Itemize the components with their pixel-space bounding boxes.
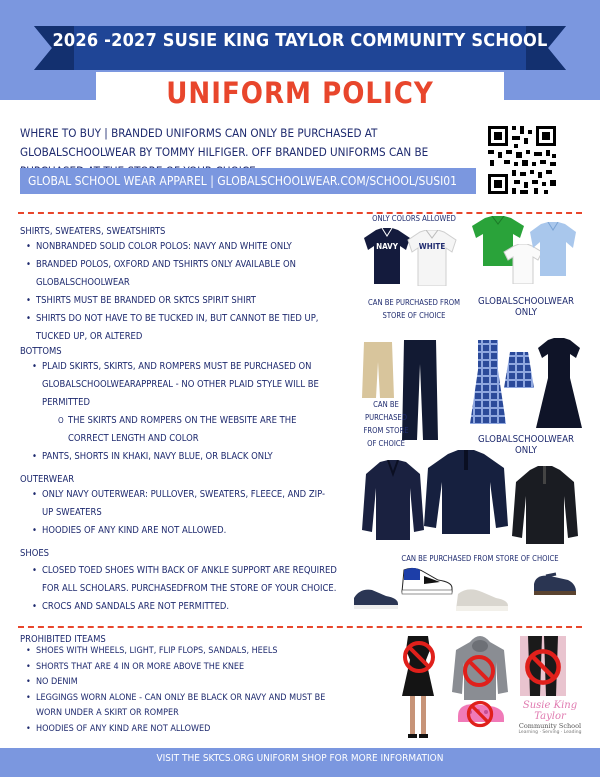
prohibited-heading: PROHIBITED ITEAMS bbox=[20, 634, 106, 645]
bottoms-heading: BOTTOMS bbox=[20, 346, 62, 357]
bottoms-list bbox=[32, 358, 336, 466]
gsw-only-caption-bottoms: GLOBALSCHOOLWEAR ONLY bbox=[478, 434, 574, 456]
list-item: • SHOES WITH WHEELS, LIGHT, FLIP FLOPS, SANDALS, HEELS bbox=[26, 644, 348, 660]
apparel-link-bar[interactable]: GLOBAL SCHOOL WEAR APPAREL | GLOBALSCHOOLWEAR.COM/SCHOOL/SUSI01 bbox=[20, 168, 476, 194]
only-colors-caption: ONLY COLORS ALLOWED bbox=[372, 214, 456, 223]
list-item: • SHIRTS DO NOT HAVE TO BE TUCKED IN, BUT CANNOT BE TIED UP, TUCKED UP, OR ALTERED bbox=[26, 310, 348, 346]
gsw-only-caption-shirts: GLOBALSCHOOLWEAR ONLY bbox=[478, 296, 574, 318]
list-item: • HOODIES OF ANY KIND ARE NOT ALLOWED bbox=[26, 722, 348, 738]
where-to-buy-text: WHERE TO BUY | BRANDED UNIFORMS CAN ONLY BE PURCHASED AT GLOBALSCHOOLWEAR BY TOMMY HILFIGER. OFF BRANDED UNIFORMS CAN BE bbox=[20, 126, 429, 159]
navy-sweater-image bbox=[362, 460, 424, 544]
list-item: • LEGGINGS WORN ALONE - CAN ONLY BE BLACK OR NAVY AND MUST BE WORN UNDER A SKIRT OR ROMPER bbox=[26, 691, 348, 722]
grey-running-shoe-image bbox=[454, 586, 510, 616]
prohibited-icon bbox=[466, 700, 494, 732]
navy-polo-image bbox=[362, 228, 412, 288]
shirts-heading: SHIRTS, SWEATERS, SWEATSHIRTS bbox=[20, 226, 166, 237]
school-signature-logo bbox=[508, 700, 592, 735]
jordan-sneaker-image bbox=[398, 566, 454, 600]
blue-oxford-image bbox=[528, 222, 578, 280]
signature-line3: Learning · Serving · Leading bbox=[518, 730, 582, 735]
mary-jane-shoe-image bbox=[530, 570, 578, 602]
black-fleece-image bbox=[512, 466, 578, 548]
store-choice-caption-shirts: CAN BE PURCHASED FROM STORE OF CHOICE bbox=[368, 298, 460, 320]
list-item: • BRANDED POLOS, OXFORD AND TSHIRTS ONLY AVAILABLE ON GLOBALSCHOOLWEAR bbox=[26, 256, 348, 292]
footer-bar[interactable]: VISIT THE SKTCS.ORG UNIFORM SHOP FOR MORE INFORMATION bbox=[0, 748, 600, 777]
signature-line2: Community School bbox=[518, 722, 582, 730]
list-item: • ONLY NAVY OUTERWEAR: PULLOVER, SWEATERS, FLEECE, AND ZIP-UP SWEATERS bbox=[32, 486, 336, 522]
prohibited-icon bbox=[462, 654, 496, 692]
navy-sneaker-image bbox=[352, 586, 400, 614]
signature-name: Susie King Taylor bbox=[522, 700, 578, 722]
bottoms-sublist bbox=[42, 412, 336, 448]
store-choice-caption-bottoms: CAN BE PURCHASED FROM STORE OF CHOICE bbox=[363, 400, 409, 448]
list-item: • TSHIRTS MUST BE BRANDED OR SKTCS SPIRIT SHIRT bbox=[26, 292, 348, 310]
list-item: • CROCS AND SANDALS ARE NOT PERMITTED. bbox=[32, 598, 342, 616]
white-label: WHITE bbox=[418, 242, 446, 251]
plaid-skirt-image bbox=[504, 352, 534, 392]
shoes-list bbox=[32, 562, 342, 616]
school-title: 2026 -2027 SUSIE KING TAYLOR COMMUNITY SCHOOL bbox=[52, 30, 548, 51]
list-item: • CLOSED TOED SHOES WITH BACK OF ANKLE SUPPORT ARE REQUIRED FOR ALL SCHOLARS. PURCHASEDFROM THE STORE OF YOUR CHOICE. bbox=[32, 562, 342, 598]
white-polo-image bbox=[406, 230, 458, 290]
prohibited-icon bbox=[402, 640, 436, 678]
divider-top bbox=[18, 212, 582, 214]
outerwear-list bbox=[32, 486, 336, 540]
list-item: O THE SKIRTS AND ROMPERS ON THE WEBSITE ARE THE CORRECT LENGTH AND COLOR bbox=[58, 412, 336, 448]
list-item: • NONBRANDED SOLID COLOR POLOS: NAVY AND WHITE ONLY bbox=[26, 238, 348, 256]
list-item: • SHORTS THAT ARE 4 IN OR MORE ABOVE THE KNEE bbox=[26, 660, 348, 676]
navy-romper-image bbox=[536, 338, 582, 432]
list-item: • NO DENIM bbox=[26, 675, 348, 691]
navy-pullover-image bbox=[424, 450, 508, 538]
outerwear-heading: OUTERWEAR bbox=[20, 474, 75, 485]
list-item: • PANTS, SHORTS IN KHAKI, NAVY BLUE, OR BLACK ONLY bbox=[32, 448, 336, 466]
divider-bottom bbox=[18, 626, 582, 628]
plaid-jumper-image bbox=[470, 340, 506, 428]
store-choice-caption-outerwear: CAN BE PURCHASED FROM STORE OF CHOICE bbox=[401, 554, 559, 563]
khaki-shorts-image bbox=[360, 342, 396, 402]
shoes-heading: SHOES bbox=[20, 548, 50, 559]
prohibited-list bbox=[26, 644, 348, 738]
page-title: UNIFORM POLICY bbox=[166, 76, 434, 110]
prohibited-icon bbox=[524, 648, 562, 690]
list-item bbox=[32, 358, 336, 448]
qr-code-icon[interactable] bbox=[486, 124, 558, 196]
bottoms-item-text: PLAID SKIRTS, SKIRTS, AND ROMPERS MUST BE PURCHASED ON GLOBALSCHOOLWEARAPPREAL - NO OTHER PLAID STYLE WILL BE PERMITTED bbox=[42, 361, 319, 408]
shirts-list bbox=[26, 238, 348, 346]
list-item: • HOODIES OF ANY KIND ARE NOT ALLOWED. bbox=[32, 522, 336, 540]
navy-label: NAVY bbox=[376, 242, 398, 251]
